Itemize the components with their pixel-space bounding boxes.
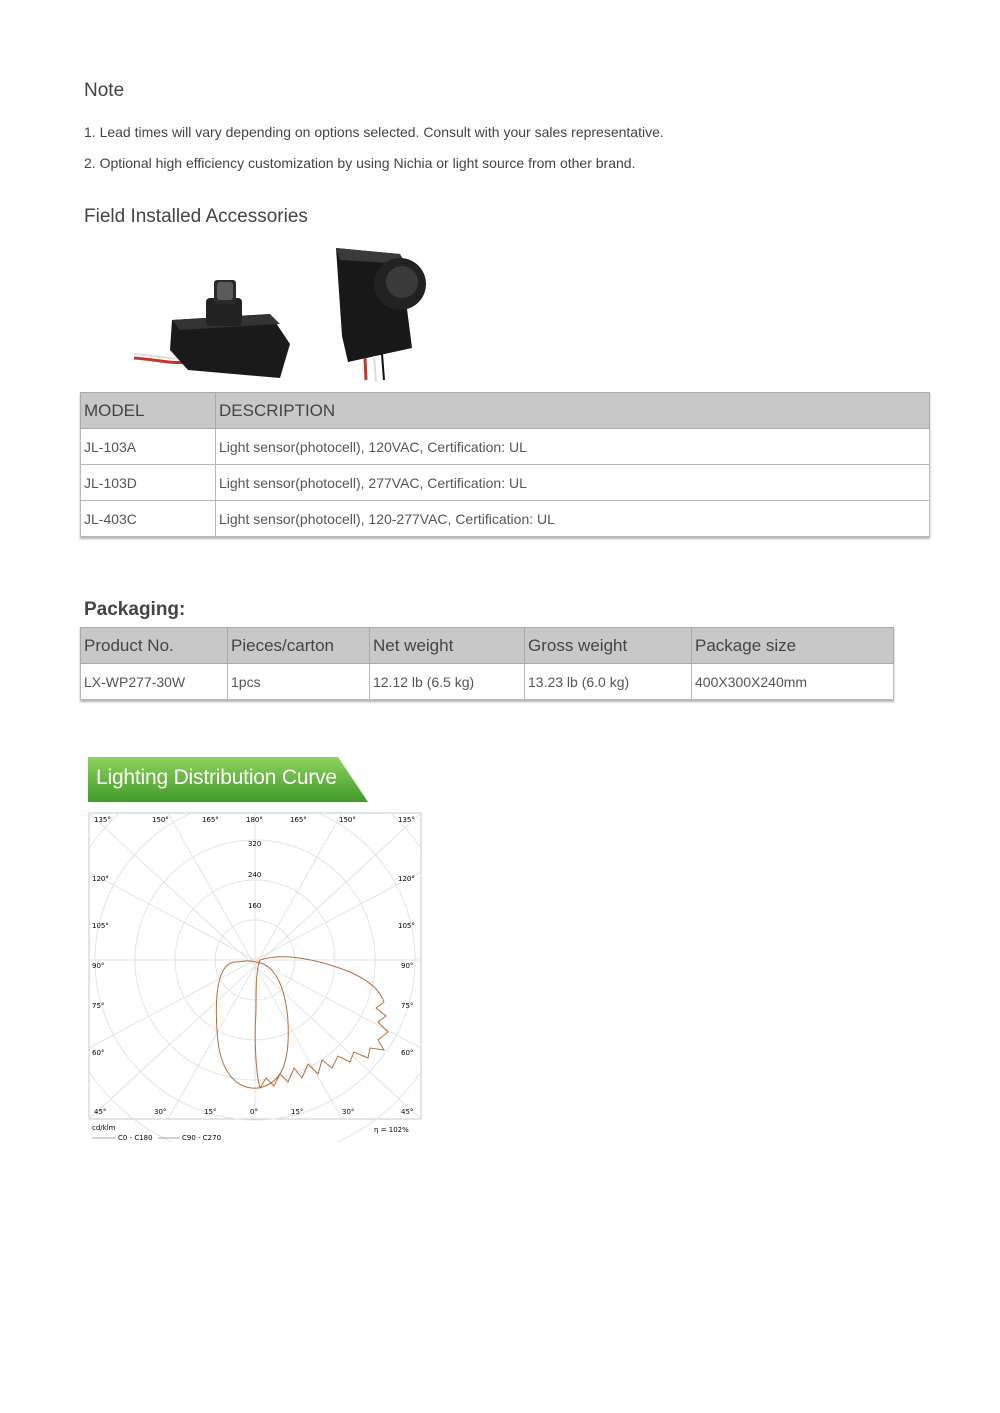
angle-label-bottom: 30° (342, 1108, 355, 1116)
angle-label-bottom: 0° (250, 1108, 258, 1116)
angle-label-right: 90° (401, 962, 414, 970)
angle-label-top: 150° (339, 816, 356, 824)
table-row (81, 429, 930, 465)
angle-label-right: 60° (401, 1049, 414, 1057)
angle-label-left: 120° (92, 875, 109, 883)
table-row (81, 465, 930, 501)
gross-weight-cell: 13.23 lb (6.0 kg) (525, 664, 692, 700)
accessories-heading: Field Installed Accessories (84, 206, 308, 227)
angle-label-left: 90° (92, 962, 105, 970)
angle-label-bottom: 30° (154, 1108, 167, 1116)
packaging-header-net-weight: Net weight (370, 628, 525, 664)
angle-label-bottom: 15° (291, 1108, 304, 1116)
legend-c0-c180: C0 - C180 (118, 1134, 153, 1142)
model-cell: JL-403C (81, 501, 216, 537)
packaging-header-row (81, 628, 894, 664)
angle-label-right: 75° (401, 1002, 414, 1010)
angle-label-bottom: 45° (401, 1108, 414, 1116)
angle-label-top: 165° (202, 816, 219, 824)
angle-label-left: 75° (92, 1002, 105, 1010)
description-cell: Light sensor(photocell), 120VAC, Certification: UL (216, 429, 930, 465)
angle-label-top: 150° (152, 816, 169, 824)
packaging-header-pieces: Pieces/carton (228, 628, 370, 664)
angle-label-bottom: 45° (94, 1108, 107, 1116)
table-row (81, 501, 930, 537)
product-no-cell: LX-WP277-30W (81, 664, 228, 700)
description-cell: Light sensor(photocell), 277VAC, Certification: UL (216, 465, 930, 501)
angle-label-top: 180° (246, 816, 263, 824)
accessories-header-description: DESCRIPTION (216, 393, 930, 429)
table-row (81, 664, 894, 700)
package-size-cell: 400X300X240mm (692, 664, 894, 700)
packaging-table (80, 627, 894, 700)
angle-label-right: 120° (398, 875, 415, 883)
angle-label-bottom: 15° (204, 1108, 217, 1116)
note-line-2: 2. Optional high efficiency customization by using Nichia or light source from other brand. (84, 155, 636, 171)
distribution-banner-title: Lighting Distribution Curve (96, 766, 337, 789)
photocell-jl103d-photo (336, 248, 426, 382)
model-cell: JL-103D (81, 465, 216, 501)
polar-distribution-diagram (88, 812, 422, 1142)
net-weight-cell: 12.12 lb (6.5 kg) (370, 664, 525, 700)
packaging-header-package-size: Package size (692, 628, 894, 664)
accessories-header-model: MODEL (81, 393, 216, 429)
model-cell: JL-103A (81, 429, 216, 465)
pieces-cell: 1pcs (228, 664, 370, 700)
radial-value: 160 (248, 902, 262, 910)
accessories-table (80, 392, 930, 537)
angle-label-top: 135° (398, 816, 415, 824)
legend-c90-c270: C90 - C270 (182, 1134, 222, 1142)
packaging-header-gross-weight: Gross weight (525, 628, 692, 664)
angle-label-right: 105° (398, 922, 415, 930)
note-heading: Note (84, 80, 125, 101)
photocell-photos (130, 240, 440, 388)
radial-value: 320 (248, 840, 262, 848)
radial-value: 240 (248, 871, 262, 879)
accessories-header-row (81, 393, 930, 429)
packaging-heading: Packaging: (84, 599, 186, 620)
efficiency-label: η = 102% (374, 1126, 409, 1134)
unit-label: cd/klm (92, 1124, 116, 1132)
angle-label-left: 105° (92, 922, 109, 930)
photocell-jl103a-photo (134, 280, 290, 378)
packaging-header-product: Product No. (81, 628, 228, 664)
note-line-1: 1. Lead times will vary depending on options selected. Consult with your sales representative. (84, 124, 664, 140)
angle-label-top: 165° (290, 816, 307, 824)
angle-label-top: 135° (94, 816, 111, 824)
angle-label-left: 60° (92, 1049, 105, 1057)
description-cell: Light sensor(photocell), 120-277VAC, Certification: UL (216, 501, 930, 537)
